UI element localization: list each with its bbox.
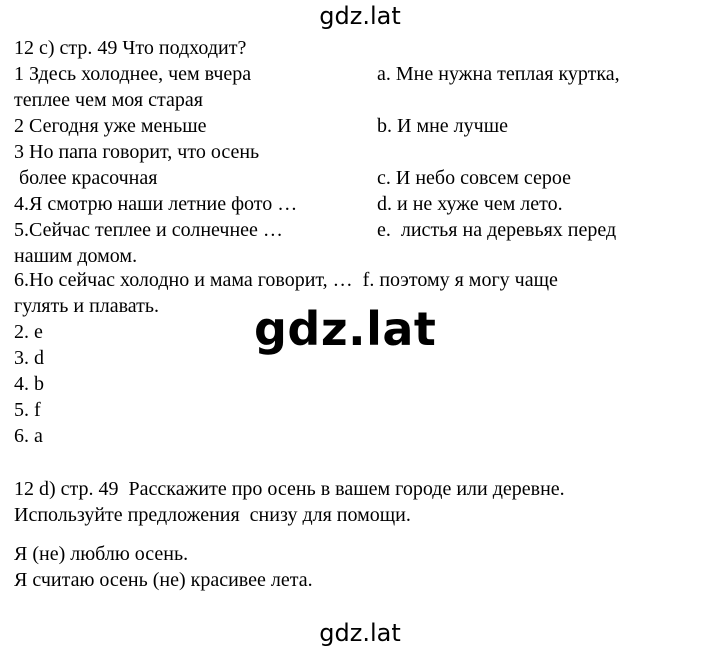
left-line-7: 5.Сейчас теплее и солнечнее …	[14, 219, 283, 241]
left-line-10: гулять и плавать.	[14, 295, 160, 317]
right-line-e: e. листья на деревьях перед	[377, 219, 617, 241]
sentence-2: Я считаю осень (не) красивее лета.	[14, 569, 313, 591]
watermark-bottom: gdz.lat	[319, 619, 401, 647]
right-line-c: c. И небо совсем серое	[377, 167, 572, 189]
left-line-6: 4.Я смотрю наши летние фото …	[14, 193, 298, 215]
answer-3: 4. b	[14, 373, 44, 395]
left-line-9: 6.Но сейчас холодно и мама говорит, … f. поэтому я могу чаще	[14, 269, 558, 291]
watermark-top: gdz.lat	[319, 2, 401, 30]
left-line-4: 3 Но папа говорит, что осень	[14, 141, 260, 163]
watermark-middle: gdz.lat	[254, 302, 437, 356]
sentence-1: Я (не) люблю осень.	[14, 543, 189, 565]
answer-2: 3. d	[14, 347, 44, 369]
section-c-heading: 12 c) стр. 49 Что подходит?	[14, 37, 247, 59]
section-d-subheading: Используйте предложения снизу для помощи.	[14, 504, 411, 526]
left-line-3: 2 Сегодня уже меньше	[14, 115, 207, 137]
left-line-1: 1 Здесь холоднее, чем вчера	[14, 63, 252, 85]
right-line-d: d. и не хуже чем лето.	[377, 193, 563, 215]
right-line-a: a. Мне нужна теплая куртка,	[377, 63, 620, 85]
left-line-2: теплее чем моя старая	[14, 89, 203, 111]
right-line-b: b. И мне лучше	[377, 115, 508, 137]
answer-5: 6. a	[14, 425, 43, 447]
left-line-8: нашим домом.	[14, 245, 138, 267]
left-line-5: более красочная	[14, 167, 158, 189]
answer-1: 2. e	[14, 321, 43, 343]
answer-4: 5. f	[14, 399, 41, 421]
section-d-heading: 12 d) стр. 49 Расскажите про осень в вашем городе или деревне.	[14, 478, 565, 500]
